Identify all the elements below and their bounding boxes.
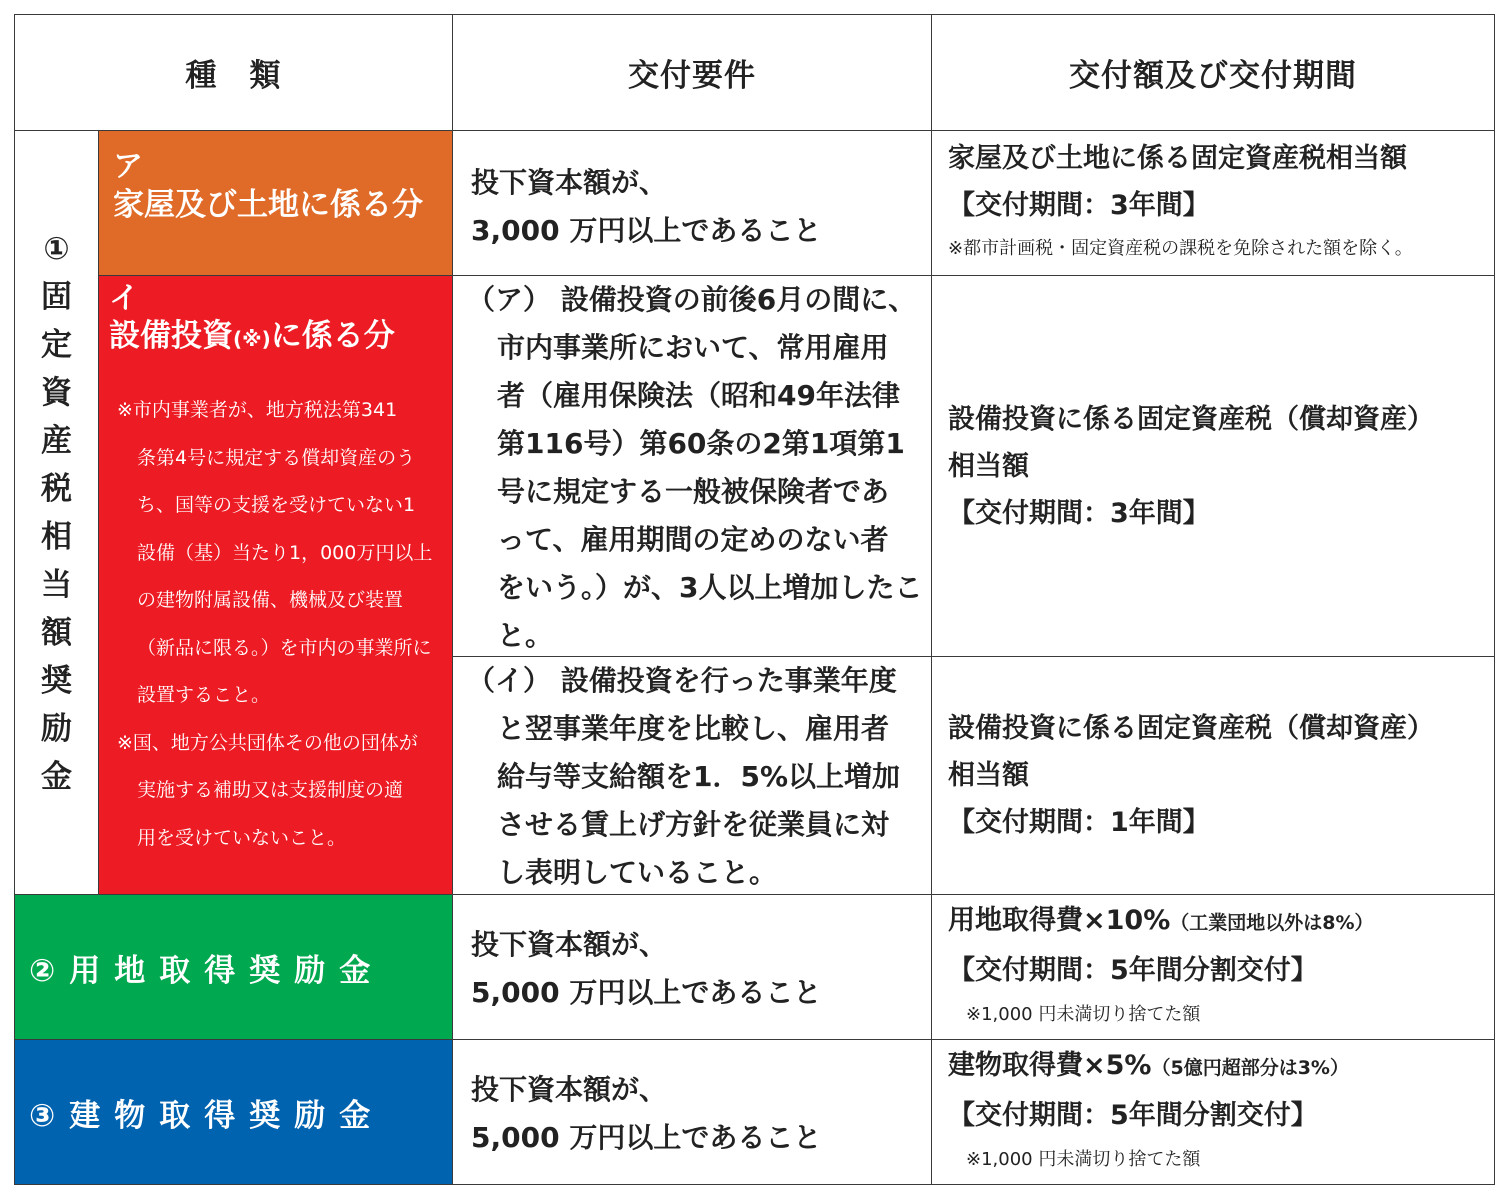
requirement-i-b-cell: [452, 656, 932, 895]
requirement-i-a-line: って、雇用期間の定めのない者: [497, 523, 889, 556]
building-title: ③建物取得奨励金: [29, 1097, 385, 1134]
requirement-i-a-line: （ア） 設備投資の前後6月の間に、: [467, 283, 917, 316]
requirement-i-a-line: 号に規定する一般被保険者であ: [497, 475, 890, 508]
requirement-a-cell: [452, 130, 932, 276]
vlabel-char: 奨: [41, 662, 72, 699]
requirement-i-a-line: 第116号）第60条の2第1項第1: [497, 427, 905, 460]
amount-i-b-period: 【交付期間：1年間】: [948, 807, 1210, 838]
vlabel-char: 固: [41, 278, 72, 315]
header-type: [14, 14, 453, 131]
requirement-i-a-line: 者（雇用保険法（昭和49年法律: [497, 379, 900, 412]
land-amount-cell: [931, 894, 1495, 1040]
building-amount-sub: （5億円超部分は3%）: [1151, 1057, 1349, 1079]
requirement-i-b-line: 給与等支給額を1．5%以上増加: [497, 760, 901, 793]
category-i-note-line: 実施する補助又は支援制度の適: [137, 779, 404, 801]
amount-a-cell: [931, 130, 1495, 276]
category-a-cell: [98, 130, 453, 276]
land-requirement-line1: 投下資本額が、: [471, 928, 668, 961]
land-amount-sub: （工業団地以外は8%）: [1170, 912, 1374, 934]
building-amount-cell: [931, 1039, 1495, 1185]
requirement-i-a-cell: [452, 275, 932, 657]
header-type-label: 種 類: [185, 58, 282, 94]
land-category-cell: [14, 894, 453, 1040]
category-a-title: 家屋及び土地に係る分: [113, 187, 423, 223]
category-i-title-mark: (※): [233, 327, 271, 351]
amount-i-b-line: 設備投資に係る固定資産税（償却資産）: [948, 713, 1434, 744]
amount-i-b-line: 相当額: [948, 760, 1029, 791]
land-requirement-line2: 5,000 万円以上であること: [471, 976, 822, 1009]
header-requirements: [452, 14, 932, 131]
vlabel-char: 金: [41, 758, 72, 795]
amount-i-b-cell: [931, 656, 1495, 895]
requirement-i-b-line: させる賃上げ方針を従業員に対: [497, 808, 890, 841]
requirement-i-a-line: と。: [497, 619, 554, 652]
fixed-asset-vertical-label: [14, 130, 99, 895]
category-i-kana: イ: [109, 281, 139, 316]
building-requirement-line1: 投下資本額が、: [471, 1073, 668, 1106]
building-category-cell: [14, 1039, 453, 1185]
land-period: 【交付期間：5年間分割交付】: [948, 955, 1318, 986]
vlabel-char: 税: [41, 470, 72, 507]
building-amount-line: [948, 1042, 1494, 1092]
land-title: ②用地取得奨励金: [29, 952, 385, 989]
amount-i-a-cell: [931, 275, 1495, 657]
vlabel-char: 定: [41, 326, 72, 363]
land-note: ※1,000 円未満切り捨てた額: [966, 1004, 1201, 1025]
building-requirement-cell: [452, 1039, 932, 1185]
category-i-note-line: の建物附属設備、機械及び装置: [137, 589, 404, 611]
requirement-i-b-line: し表明していること。: [497, 856, 778, 889]
vlabel-char: 当: [41, 566, 72, 603]
category-i-notes: [109, 387, 452, 862]
building-requirement-line2: 5,000 万円以上であること: [471, 1121, 822, 1154]
requirement-i-b-line: （イ） 設備投資を行った事業年度: [467, 664, 897, 697]
amount-a-period: 【交付期間：3年間】: [948, 190, 1210, 221]
category-i-note-line: 条第4号に規定する償却資産のう: [137, 446, 416, 469]
land-requirement-cell: [452, 894, 932, 1040]
category-i-title-post: に係る分: [270, 318, 395, 354]
category-i-note-line: ※国、地方公共団体その他の団体が: [117, 731, 418, 754]
category-i-title-pre: 設備投資: [109, 318, 233, 354]
category-a-kana: ア: [113, 149, 143, 184]
amount-a-line1: 家屋及び土地に係る固定資産税相当額: [948, 143, 1407, 174]
requirement-i-b-line: と翌事業年度を比較し、雇用者: [497, 712, 890, 745]
vlabel-char: 相: [41, 518, 72, 555]
requirement-i-a-line: 市内事業所において、常用雇用: [497, 331, 889, 364]
header-requirements-label: 交付要件: [628, 58, 756, 94]
category-i-note-line: 用を受けていないこと。: [137, 826, 347, 849]
category-i-note-line: ※市内事業者が、地方税法第341: [117, 399, 398, 421]
amount-a-note: ※都市計画税・固定資産税の課税を免除された額を除く。: [948, 238, 1413, 259]
category-i-note-line: ち、国等の支援を受けていない1: [137, 494, 416, 516]
amount-i-a-line: 設備投資に係る固定資産税（償却資産）: [948, 404, 1434, 435]
amount-i-a-line: 相当額: [948, 451, 1029, 482]
vlabel-char: ①: [43, 230, 70, 267]
building-amount-main: 建物取得費×5%: [948, 1050, 1152, 1081]
category-i-note-line: （新品に限る。）を市内の事業所に: [137, 636, 432, 659]
vlabel-char: 額: [41, 614, 72, 651]
vlabel-char: 励: [41, 710, 72, 747]
category-i-title: [109, 316, 452, 359]
category-i-cell: [98, 275, 453, 895]
vlabel-char: 資: [41, 374, 72, 411]
requirement-i-a-line: をいう。）が、3人以上増加したこ: [497, 571, 923, 604]
building-period: 【交付期間：5年間分割交付】: [948, 1100, 1318, 1131]
header-amount-period-label: 交付額及び交付期間: [1069, 58, 1357, 94]
building-note: ※1,000 円未満切り捨てた額: [966, 1149, 1201, 1170]
land-amount-line: [948, 897, 1494, 947]
requirement-a-line2: 3,000 万円以上であること: [471, 214, 822, 247]
land-amount-main: 用地取得費×10%: [948, 905, 1171, 936]
amount-i-a-period: 【交付期間：3年間】: [948, 498, 1210, 529]
category-i-note-line: 設備（基）当たり1，000万円以上: [137, 541, 433, 564]
requirement-a-line1: 投下資本額が、: [471, 166, 668, 199]
vlabel-char: 産: [41, 422, 72, 459]
header-amount-period: [931, 14, 1495, 131]
category-i-note-line: 設置すること。: [137, 684, 271, 706]
